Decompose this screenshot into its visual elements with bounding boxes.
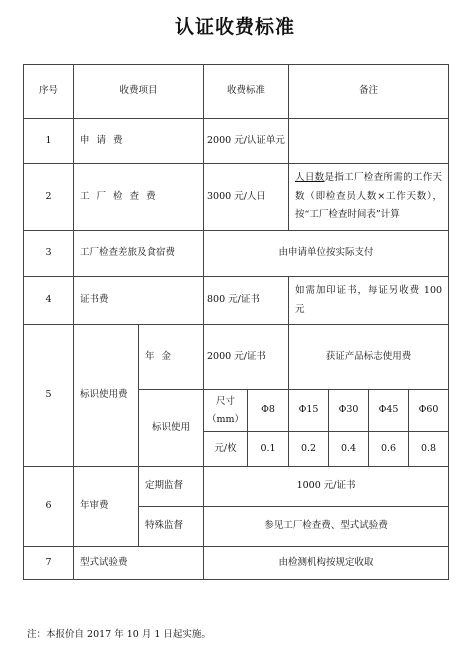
remark-text: 是指工厂检查所需的工作天数（即检查员人数×工作天数），按“工厂检查时间表”计算	[295, 172, 443, 221]
row-remark	[289, 164, 449, 231]
row-item: 申 请 费	[74, 119, 204, 164]
table-header-row	[24, 65, 449, 119]
fee-table	[23, 64, 449, 580]
price-cell: 0.4	[329, 432, 369, 467]
row-item: 标识使用费	[74, 325, 139, 467]
row-no: 7	[24, 547, 74, 580]
row-no: 2	[24, 164, 74, 231]
row-item: 年审费	[74, 467, 139, 547]
row-standard: 800 元/证书	[204, 277, 289, 325]
table-row	[24, 277, 449, 325]
unit-label: 元/枚	[204, 432, 248, 467]
row-item: 工厂检查差旅及食宿费	[74, 231, 204, 277]
row-standard: 由申请单位按实际支付	[204, 231, 449, 277]
size-cell: Φ15	[289, 390, 329, 432]
mark-label: 标识使用	[139, 390, 204, 467]
page-title: 认证收费标准	[174, 16, 295, 38]
price-cell: 0.2	[289, 432, 329, 467]
size-cell: Φ45	[369, 390, 409, 432]
special-standard: 参见工厂检查费、型式试验费	[204, 507, 449, 547]
special-label: 特殊监督	[139, 507, 204, 547]
row-item: 型式试验费	[74, 547, 204, 580]
annual-remark: 获证产品标志使用费	[289, 325, 449, 390]
price-cell: 0.1	[248, 432, 289, 467]
row-item: 证书费	[74, 277, 204, 325]
row-no: 5	[24, 325, 74, 467]
header-remark: 备注	[289, 65, 449, 119]
table-row	[24, 119, 449, 164]
table-row	[24, 325, 449, 390]
table-row	[24, 231, 449, 277]
header-no: 序号	[24, 65, 74, 119]
periodic-label: 定期监督	[139, 467, 204, 507]
row-no: 1	[24, 119, 74, 164]
table-row	[24, 164, 449, 231]
row-standard: 由检测机构按规定收取	[204, 547, 449, 580]
row-remark	[289, 119, 449, 164]
row-standard: 2000 元/认证单元	[204, 119, 289, 164]
annual-standard: 2000 元/证书	[204, 325, 289, 390]
footnote: 注：本报价自 2017 年 10 月 1 日起实施。	[27, 629, 211, 640]
periodic-standard: 1000 元/证书	[204, 467, 449, 507]
price-cell: 0.8	[409, 432, 449, 467]
row-no: 3	[24, 231, 74, 277]
header-item: 收费项目	[74, 65, 204, 119]
table-row	[24, 547, 449, 580]
size-cell: Φ30	[329, 390, 369, 432]
annual-label: 年 金	[139, 325, 204, 390]
header-standard: 收费标准	[204, 65, 289, 119]
row-remark: 如需加印证书，每证另收费 100 元	[289, 277, 449, 325]
row-no: 4	[24, 277, 74, 325]
remark-underlined-term: 人日数	[295, 172, 325, 184]
row-no: 6	[24, 467, 74, 547]
price-cell: 0.6	[369, 432, 409, 467]
size-cell: Φ8	[248, 390, 289, 432]
size-cell: Φ60	[409, 390, 449, 432]
size-label: 尺寸（mm）	[204, 390, 248, 432]
row-standard: 3000 元/人日	[204, 164, 289, 231]
table-row	[24, 467, 449, 507]
row-item: 工 厂 检 查 费	[74, 164, 204, 231]
